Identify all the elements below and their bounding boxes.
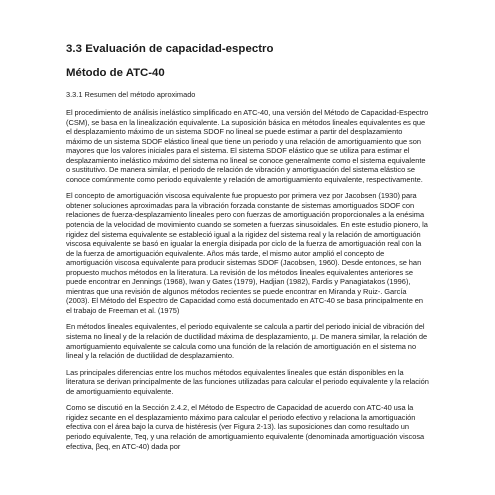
paragraph-3: En métodos lineales equivalentes, el periodo equivalente se calcula a partir del periodo inicial de vibración del sistema no lineal y de la relación de ductilidad máxima de desplazamiento, μ. De manera similar, la relación de amortiguamiento equivalente se calcula como una función de la relación de amortiguación en el sistema no lineal y la relación de ductilidad de desplazamiento. (66, 322, 428, 361)
subsection-title: 3.3.1 Resumen del método aproximado (66, 90, 196, 99)
section-title: 3.3 Evaluación de capacidad-espectro (66, 43, 274, 55)
paragraph-5: Como se discutió en la Sección 2.4.2, el Método de Espectro de Capacidad de acuerdo con ATC-40 usa la rigidez secante en el desplazamiento máximo para calcular el periodo efectivo y relaciona la amortiguación efectiva con el área bajo la curva de histéresis (ver Figura 2-13). las suposiciones dan como resultado un periodo equivalente, Teq, y una relación de amortiguamiento equivalente (denominada amortiguación viscosa efectiva, βeq, en ATC-40) dada por (66, 403, 425, 451)
paragraph-1: El procedimiento de análisis inelástico simplificado en ATC-40, una versión del Método de Capacidad-Espectro (CSM), se basa en la linealización equivalente. La suposición básica en métodos lineales equivalentes es que el desplazamiento máximo de un sistema SDOF no lineal se puede estimar a partir del desplazamiento máximo de un sistema SDOF elástico lineal que tiene un periodo y una relación de amortiguamiento que son mayores que los valores iniciales para el sistema. El sistema SDOF elástico que se utiliza para estimar el desplazamiento inelástico máximo del sistema no lineal se conoce generalmente como el sistema equivalente o sustitutivo. De manera similar, el periodo de relación de vibración y amortiguación del sistema elástico se conoce comúnmente como periodo equivalente y relación de amortiguamiento equivalente, respectivamente. (66, 108, 429, 184)
method-title: Método de ATC-40 (66, 67, 165, 79)
paragraph-4: Las principales diferencias entre los muchos métodos equivalentes lineales que están disponibles en la literatura se derivan principalmente de las funciones utilizadas para calcular el periodo equivalente y la relación de amortiguamiento equivalente. (66, 367, 429, 396)
paragraph-2: El concepto de amortiguación viscosa equivalente fue propuesto por primera vez por Jacobsen (1930) para obtener soluciones aproximadas para la vibración forzada constante de sistemas amortiguados SDOF con relaciones de fuerza-desplazamiento lineales pero con fuerzas de amortiguación proporcionales a la enésima potencia de la velocidad de movimiento cuando se someten a fuerzas sinusoidales. En este estudio pionero, la rigidez del sistema equivalente se estableció igual a la rigidez del sistema real y la relación de amortiguación viscosa equivalente se basó en igualar la energía disipada por ciclo de la fuerza de amortiguación real con la de la fuerza de amortiguación equivalente. Años más tarde, el mismo autor amplió el concepto de amortiguación viscosa equivalente para producir sistemas SDOF (Jacobsen, 1960). Desde entonces, se han propuesto muchos métodos en la literatura. La revisión de los métodos lineales equivalentes anteriores se puede encontrar en Jennings (1968), Iwan y Gates (1979), Hadjian (1982), Fardis y Panagiatakos (1996), mientras que una revisión de algunos métodos recientes se puede encontrar en Miranda y Ruiz-. García (2003). El Método del Espectro de Capacidad como está documentado en ATC-40 se basa principalmente en el trabajo de Freeman et al. (1975) (66, 191, 428, 315)
